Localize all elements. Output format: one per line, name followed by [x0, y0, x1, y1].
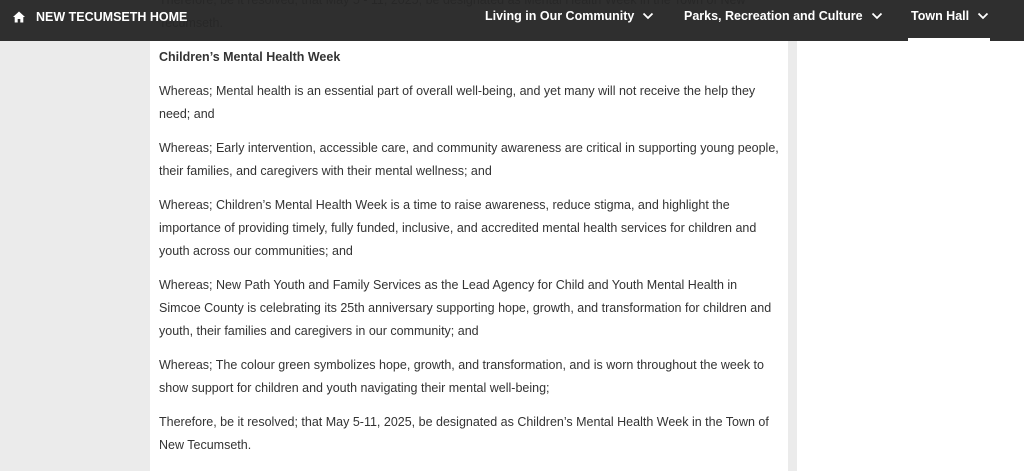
chevron-down-icon	[871, 10, 883, 22]
nav-item-label: Town Hall	[911, 8, 970, 23]
section-heading: Children’s Mental Health Week	[159, 50, 341, 64]
main-content	[150, 0, 788, 471]
paragraph-whereas-4: Whereas; New Path Youth and Family Services as the Lead Agency for Child and Youth Mental Health in Simcoe County is celebrating its 25th anniversary supporting hope, growth, and transformation for children and youth, their families and caregivers in our community; and	[159, 278, 772, 338]
home-link[interactable]	[12, 0, 187, 33]
nav-item-label: Living in Our Community	[485, 8, 635, 23]
chevron-down-icon	[977, 10, 989, 22]
nav-town-hall[interactable]	[911, 0, 989, 31]
home-link-label: NEW TECUMSETH HOME	[36, 9, 188, 24]
paragraph-whereas-1: Whereas; Mental health is an essential part of overall well-being, and yet many will not receive the help they need; and	[159, 84, 756, 121]
top-navigation	[0, 0, 1024, 41]
chevron-down-icon	[642, 10, 654, 22]
article-body	[159, 0, 781, 468]
home-icon	[12, 10, 26, 24]
sidebar	[797, 0, 1024, 471]
nav-item-label: Parks, Recreation and Culture	[684, 8, 863, 23]
paragraph-whereas-3: Whereas; Children’s Mental Health Week is a time to raise awareness, reduce stigma, and highlight the importance of providing timely, fully funded, inclusive, and accredited mental health services for children and youth across our communities; and	[159, 198, 757, 258]
nav-living-in-our-community[interactable]	[485, 0, 654, 31]
paragraph-whereas-2: Whereas; Early intervention, accessible care, and community awareness are critical in supporting young people, their families, and caregivers with their mental wellness; and	[159, 141, 779, 178]
nav-parks-recreation-culture[interactable]	[684, 0, 883, 31]
active-nav-indicator	[908, 38, 990, 41]
paragraph-whereas-5: Whereas; The colour green symbolizes hope, growth, and transformation, and is worn throughout the week to show support for children and youth navigating their mental well-being;	[159, 358, 764, 395]
paragraph-resolution: Therefore, be it resolved; that May 5-11, 2025, be designated as Children’s Mental Health Week in the Town of New Tecumseth.	[159, 415, 769, 452]
